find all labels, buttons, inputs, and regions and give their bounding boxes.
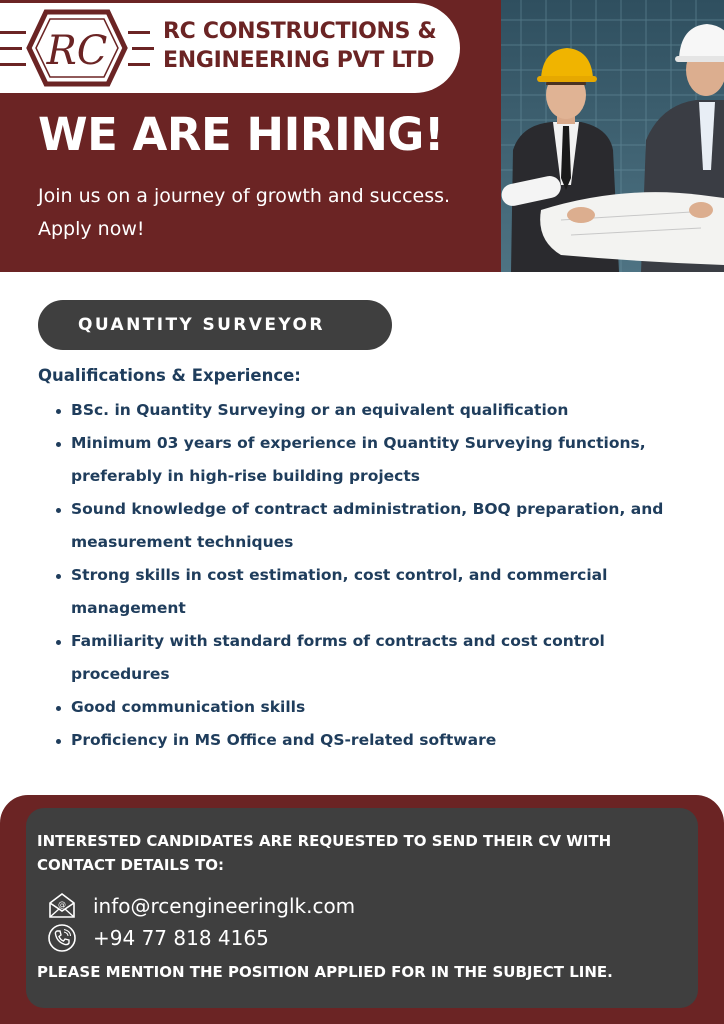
svg-text:@: @ [58,900,66,909]
list-item: Familiarity with standard forms of contracts and cost control procedures [56,625,696,691]
cv-request-text: INTERESTED CANDIDATES ARE REQUESTED TO SEND THEIR CV WITH CONTACT DETAILS TO: [37,832,612,874]
list-item: BSc. in Quantity Surveying or an equivalent qualification [56,394,696,427]
qualifications-heading: Qualifications & Experience: [38,366,301,385]
header-banner [0,0,724,272]
company-name-line1: RC CONSTRUCTIONS & [163,19,437,44]
list-item: Proficiency in MS Office and QS-related software [56,724,696,757]
logo-stripe [128,63,150,66]
subject-line-note: PLEASE MENTION THE POSITION APPLIED FOR IN THE SUBJECT LINE. [37,963,613,981]
position-title: QUANTITY SURVEYOR [38,300,392,350]
list-item: Sound knowledge of contract administration, BOQ preparation, and measurement techniques [56,493,696,559]
logo-stripe [0,31,26,34]
qualifications-list [56,394,696,757]
logo-stripe [0,63,26,66]
engineers-photo [501,0,724,272]
email-address[interactable]: info@rcengineeringlk.com [93,894,356,918]
logo-stripe [128,31,150,34]
logo-banner [0,3,460,93]
logo-letters: RC [46,28,108,74]
logo-stripe [0,47,22,50]
phone-row[interactable] [47,923,269,953]
logo-stripe [132,47,154,50]
list-item: Good communication skills [56,691,696,724]
email-row[interactable] [47,891,355,921]
company-name [163,17,453,75]
phone-number[interactable]: +94 77 818 4165 [93,926,269,950]
company-logo [26,9,128,87]
list-item: Minimum 03 years of experience in Quantity Surveying functions, preferably in high-rise building projects [56,427,696,493]
company-name-line2: ENGINEERING PVT LTD [163,48,435,73]
list-item: Strong skills in cost estimation, cost control, and commercial management [56,559,696,625]
hiring-title: WE ARE HIRING! [38,108,444,161]
phone-icon [47,923,77,953]
email-icon [47,891,77,921]
hiring-subtitle: Join us on a journey of growth and success. Apply now! [38,185,451,240]
